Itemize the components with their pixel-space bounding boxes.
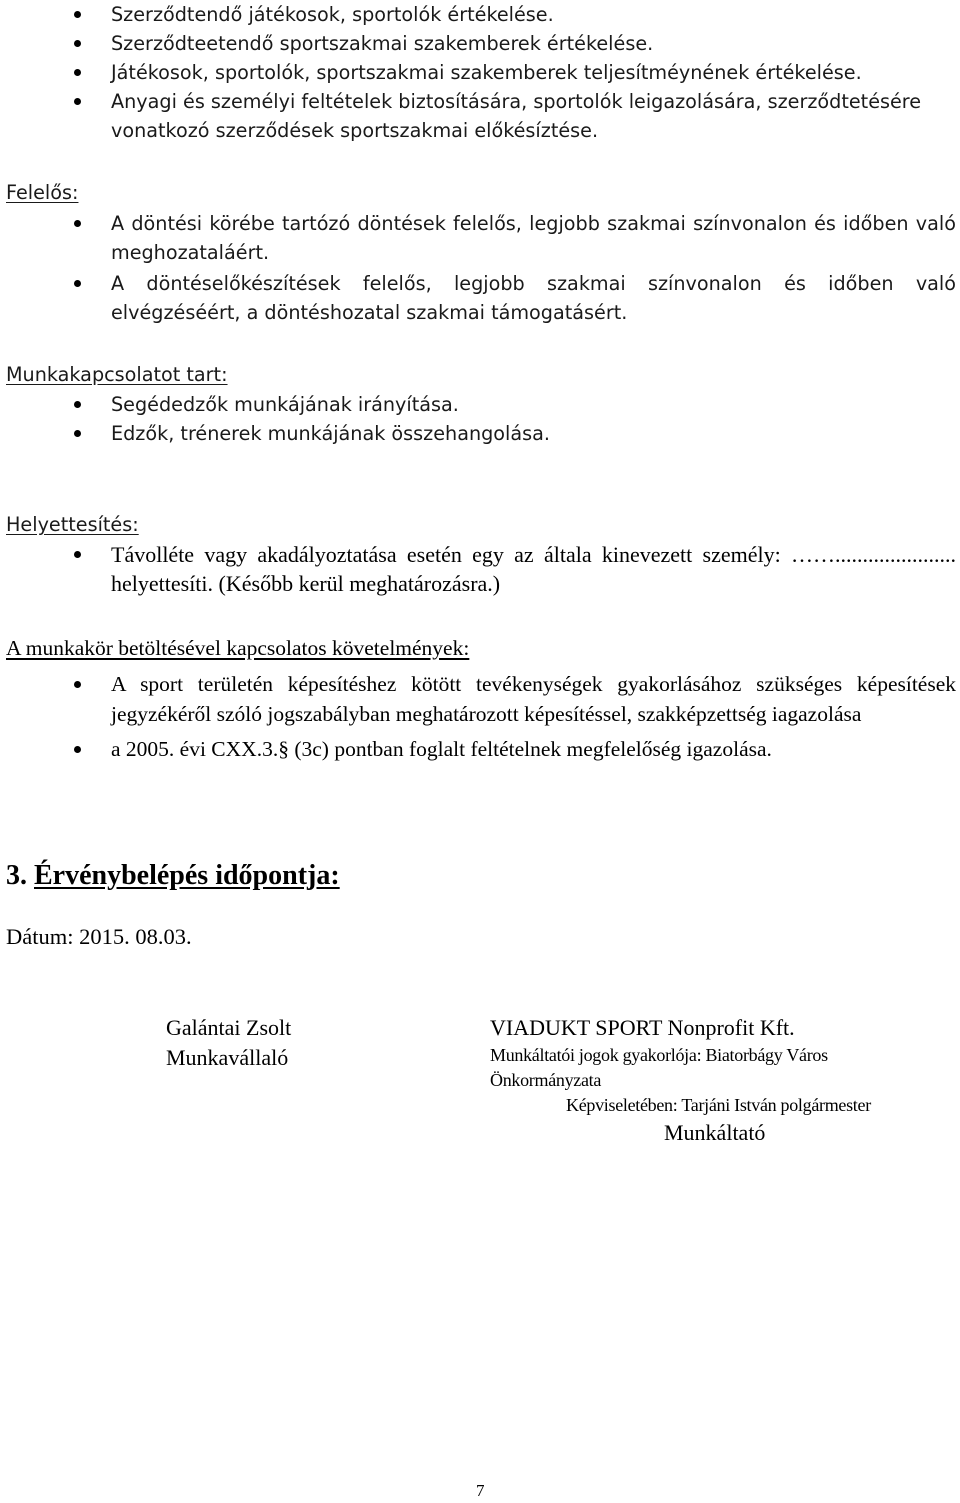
employer-line-1: Munkáltatói jogok gyakorlója: Biatorbágy Város (490, 1045, 828, 1065)
helyettesites-section (0, 540, 960, 598)
list-item: Edzők, trénerek munkájának összehangolása. (0, 419, 960, 448)
munkakapcsolat-heading: Munkakapcsolatot tart: (6, 363, 228, 386)
list-item: A sport területén képesítéshez kötött tevékenységek gyakorlásához szükséges képesítések jegyzékéről szóló jogszabályban meghatározott képesítéssel, szakképzettség iagazolása (0, 670, 960, 729)
list-item: Távolléte vagy akadályoztatása esetén egy az általa kinevezett személy: ……...................... helyettesíti. (Később kerül meghatározásra.) (0, 540, 960, 598)
list-item: Segédedzők munkájának irányítása. (0, 390, 960, 419)
list-item: A döntéselőkészítések felelős, legjobb szakmai színvonalon és időben való elvégzéséért, a döntéshozatal szakmai támogatásért. (0, 269, 960, 327)
list-item: Anyagi és személyi feltételek biztosítására, sportolók leigazolására, szerződtetésére vonatkozó szerződések sportszakmai előkésíztése. (0, 87, 960, 145)
page-number: 7 (476, 1481, 485, 1500)
list-item: Játékosok, sportolók, sportszakmai szakemberek teljesítméynének értékelése. (0, 58, 960, 87)
helyettesites-heading: Helyettesítés: (6, 513, 139, 536)
kovetelmenyek-heading: A munkakör betöltésével kapcsolatos követelmények: (6, 636, 470, 660)
list-item: a 2005. évi CXX.3.§ (3c) pontban foglalt feltételnek megfelelőség igazolása. (0, 735, 960, 765)
felelos-bullet-list (0, 209, 960, 327)
employer-role: Munkáltató (664, 1120, 766, 1145)
munkakapcsolat-bullet-list (0, 390, 960, 448)
employer-line-2: Önkormányzata (490, 1070, 602, 1090)
section-title: Érvénybelépés időpontja: (34, 860, 340, 891)
felelos-section (0, 209, 960, 327)
employee-role: Munkavállaló (166, 1045, 289, 1070)
date-line: Dátum: 2015. 08.03. (6, 924, 192, 949)
section-3-heading (6, 860, 340, 892)
felelos-heading: Felelős: (6, 181, 79, 204)
list-item: Szerződteetendő sportszakmai szakemberek értékelése. (0, 29, 960, 58)
top-bullet-list (0, 0, 960, 145)
kovetelmenyek-section (0, 670, 960, 765)
top-section (0, 0, 960, 145)
employer-org: VIADUKT SPORT Nonprofit Kft. (490, 1015, 795, 1040)
section-number: 3. (6, 860, 27, 891)
list-item: Szerződtendő játékosok, sportolók értékelése. (0, 0, 960, 29)
employer-signature-block (490, 1013, 871, 1148)
kovetelmenyek-bullet-list (0, 670, 960, 765)
employer-representative: Képviseletében: Tarjáni István polgármester (566, 1095, 871, 1115)
employee-name: Galántai Zsolt (166, 1015, 292, 1040)
list-item: A döntési körébe tartózó döntések felelős, legjobb szakmai színvonalon és időben való meghozataláért. (0, 209, 960, 267)
munkakapcsolat-section (0, 390, 960, 448)
helyettesites-bullet-list (0, 540, 960, 598)
employee-signature-block (166, 1013, 291, 1073)
